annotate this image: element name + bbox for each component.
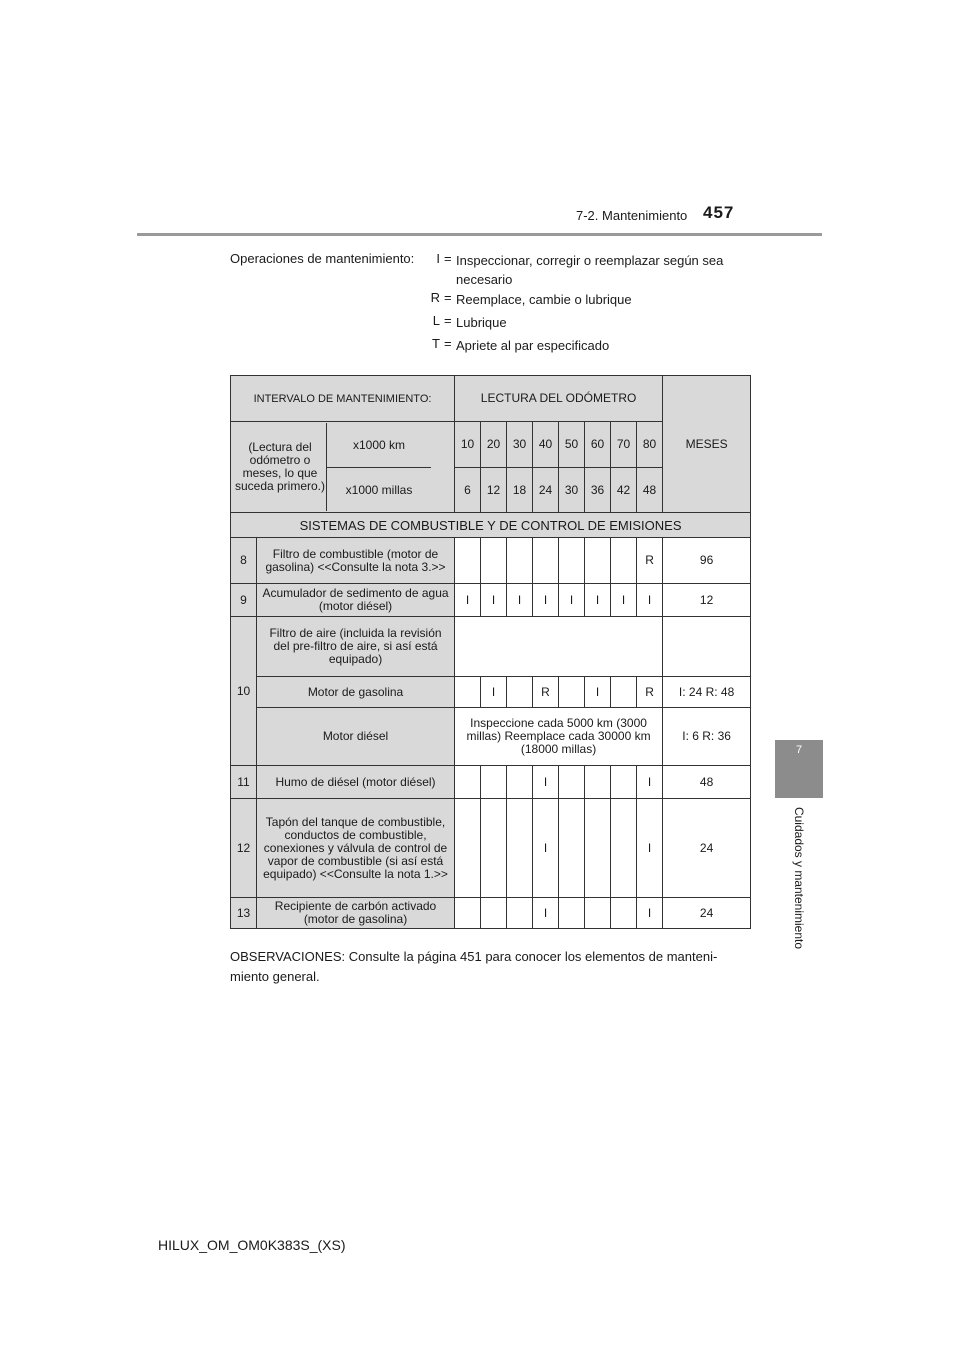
km-value: 50 — [559, 422, 585, 468]
interval-cell — [559, 799, 585, 898]
item-description: Humo de diésel (motor diésel) — [257, 766, 455, 799]
table-row — [231, 584, 751, 617]
interval-cell — [507, 677, 533, 708]
interval-cell — [611, 677, 637, 708]
legend-intro: Operaciones de mantenimiento: — [230, 251, 415, 266]
months-cell: 96 — [663, 538, 751, 584]
miles-value: 12 — [481, 468, 507, 513]
interval-cell — [611, 898, 637, 929]
interval-cell: I — [507, 584, 533, 617]
legend-desc: Inspeccionar, corregir o reemplazar según sea necesario — [456, 253, 724, 287]
interval-cell — [481, 799, 507, 898]
interval-cell — [559, 677, 585, 708]
interval-cell: I — [585, 677, 611, 708]
interval-cell — [455, 799, 481, 898]
interval-cell — [507, 799, 533, 898]
interval-cell — [559, 898, 585, 929]
interval-cell: I — [533, 898, 559, 929]
table-row — [231, 538, 751, 584]
interval-cell: R — [637, 677, 663, 708]
interval-cell: I — [637, 898, 663, 929]
km-value: 80 — [637, 422, 663, 468]
miles-value: 42 — [611, 468, 637, 513]
km-value: 30 — [507, 422, 533, 468]
interval-cell — [481, 766, 507, 799]
sub-item-diesel: Motor diésel — [257, 708, 455, 766]
table-row — [231, 617, 751, 677]
miles-value: 24 — [533, 468, 559, 513]
table-row — [231, 898, 751, 929]
interval-cell: I — [585, 584, 611, 617]
months-cell: 24 — [663, 898, 751, 929]
months-cell: 12 — [663, 584, 751, 617]
item-number: 13 — [231, 898, 257, 929]
item-description: Recipiente de carbón activado (motor de gasolina) — [257, 898, 455, 929]
item-description: Acumulador de sedimento de agua (motor diésel) — [257, 584, 455, 617]
header-rule — [137, 233, 822, 236]
section-header-cell: SISTEMAS DE COMBUSTIBLE Y DE CONTROL DE EMISIONES — [231, 513, 751, 538]
item-number: 10 — [231, 617, 257, 766]
interval-cell — [585, 766, 611, 799]
legend-code: T — [432, 336, 440, 351]
interval-cell: I — [559, 584, 585, 617]
interval-cell — [611, 766, 637, 799]
legend-equals: = — [444, 290, 452, 305]
item-number: 12 — [231, 799, 257, 898]
interval-cell — [585, 799, 611, 898]
item-description: Tapón del tanque de combustible, conductos de combustible, conexiones y válvula de control de vapor de combustible (si así está equipado) <<Consulte la nota 1.>> — [257, 799, 455, 898]
legend-code: R — [430, 290, 440, 305]
reading-note: (Lectura del odómetro o meses, lo que suceda primero.) — [234, 440, 326, 493]
interval-cell — [481, 898, 507, 929]
months-cell: I: 6 R: 36 — [663, 708, 751, 766]
legend-equals: = — [444, 251, 452, 266]
interval-cell: I — [611, 584, 637, 617]
item-description: Filtro de combustible (motor de gasolina) <<Consulte la nota 3.>> — [257, 538, 455, 584]
table-row — [231, 677, 751, 708]
legend-code: I — [436, 251, 440, 266]
interval-cell — [455, 766, 481, 799]
section-title: 7-2. Mantenimiento — [576, 208, 688, 223]
miles-value: 6 — [455, 468, 481, 513]
interval-cell: I — [533, 766, 559, 799]
document-code: HILUX_OM_OM0K383S_(XS) — [158, 1237, 346, 1253]
legend-desc: Apriete al par especificado — [456, 338, 610, 353]
page-number: 457 — [703, 203, 735, 222]
empty-months-cell — [663, 617, 751, 677]
interval-cell: I — [481, 677, 507, 708]
km-value: 70 — [611, 422, 637, 468]
interval-cell: R — [533, 677, 559, 708]
interval-cell — [481, 538, 507, 584]
interval-cell: I — [533, 584, 559, 617]
miles-value: 30 — [559, 468, 585, 513]
interval-cell — [455, 898, 481, 929]
interval-cell — [533, 538, 559, 584]
interval-cell — [585, 898, 611, 929]
table-row — [231, 766, 751, 799]
legend-equals: = — [444, 336, 452, 351]
chapter-number: 7 — [795, 744, 803, 756]
interval-cell — [455, 538, 481, 584]
diesel-interval-text: Inspeccione cada 5000 km (3000 millas) Reemplace cada 30000 km (18000 millas) — [455, 708, 663, 766]
miles-value: 18 — [507, 468, 533, 513]
interval-cell — [611, 538, 637, 584]
reading-note-cell — [231, 422, 455, 513]
months-header-cell: MESES — [663, 376, 751, 513]
interval-cell — [585, 538, 611, 584]
interval-cell: R — [637, 538, 663, 584]
interval-cell — [611, 799, 637, 898]
interval-cell — [507, 766, 533, 799]
miles-value: 36 — [585, 468, 611, 513]
interval-cell: I — [455, 584, 481, 617]
km-value: 10 — [455, 422, 481, 468]
months-cell: 48 — [663, 766, 751, 799]
interval-cell: I — [481, 584, 507, 617]
interval-label-cell: INTERVALO DE MANTENIMIENTO: — [231, 376, 455, 422]
chapter-label-text: Cuidados y mantenimiento — [792, 806, 806, 950]
sub-item-gasoline: Motor de gasolina — [257, 677, 455, 708]
interval-cell — [559, 538, 585, 584]
empty-interval-cell — [455, 617, 663, 677]
interval-cell: I — [637, 799, 663, 898]
legend-desc: Reemplace, cambie o lubrique — [456, 292, 632, 307]
legend-equals: = — [444, 313, 452, 328]
maintenance-table — [230, 375, 751, 929]
item-description: Filtro de aire (incluida la revisión del pre-filtro de aire, si así está equipado) — [257, 617, 455, 677]
interval-cell: I — [533, 799, 559, 898]
miles-label: x1000 millas — [327, 467, 431, 512]
interval-cell: I — [637, 766, 663, 799]
interval-cell — [507, 898, 533, 929]
odometer-label-cell: LECTURA DEL ODÓMETRO — [455, 376, 663, 422]
interval-cell — [559, 766, 585, 799]
table-row — [231, 708, 751, 766]
miles-value: 48 — [637, 468, 663, 513]
item-number: 8 — [231, 538, 257, 584]
item-number: 9 — [231, 584, 257, 617]
legend-desc: Lubrique — [456, 315, 507, 330]
km-value: 20 — [481, 422, 507, 468]
interval-cell — [455, 677, 481, 708]
months-cell: 24 — [663, 799, 751, 898]
km-label: x1000 km — [352, 437, 406, 452]
table-row — [231, 799, 751, 898]
interval-cell — [507, 538, 533, 584]
km-value: 40 — [533, 422, 559, 468]
months-cell: I: 24 R: 48 — [663, 677, 751, 708]
km-value: 60 — [585, 422, 611, 468]
observations-note: OBSERVACIONES: Consulte la página 451 para conocer los elementos de manteni- miento general. — [230, 949, 718, 984]
legend-code: L — [432, 313, 440, 328]
interval-cell: I — [637, 584, 663, 617]
item-number: 11 — [231, 766, 257, 799]
unit-label-column — [326, 423, 431, 511]
